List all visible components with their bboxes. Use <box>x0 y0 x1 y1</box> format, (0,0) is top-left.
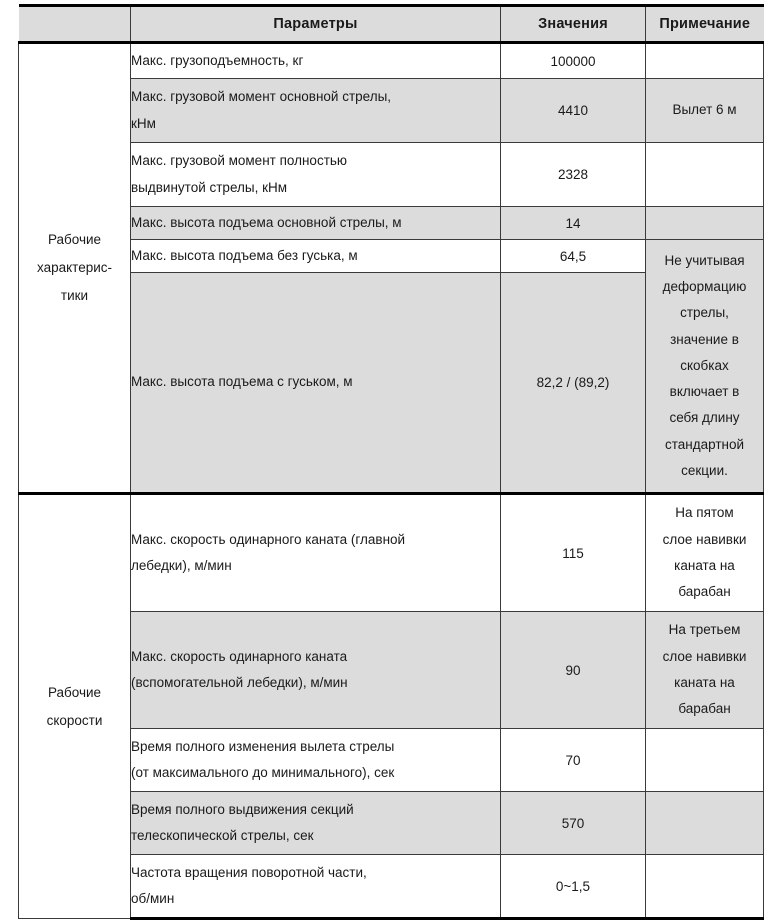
parameter-cell <box>131 79 501 143</box>
note-line: слое навивки <box>662 648 747 664</box>
group-label-line: характерис- <box>36 260 112 276</box>
header-cell-values: Значения <box>501 6 646 43</box>
note-line: каната на <box>674 675 735 690</box>
parameter-cell <box>131 143 501 207</box>
parameter-line: Макс. грузоподъемность, кг <box>131 52 304 68</box>
note-cell <box>646 612 764 729</box>
parameter-line: Макс. грузовой момент основной стрелы, <box>131 89 392 105</box>
parameter-cell <box>131 612 501 729</box>
specifications-table <box>18 4 764 920</box>
value-cell: 2328 <box>501 143 646 207</box>
note-line: барабан <box>678 701 731 717</box>
note-line: деформацию <box>662 278 747 294</box>
group-label-line: скорости <box>46 712 103 728</box>
table-row <box>19 240 764 273</box>
parameter-line: Макс. высота подъема с гуськом, м <box>131 374 353 390</box>
value-cell: 64,5 <box>501 240 646 273</box>
value-cell: 82,2 / (89,2) <box>501 273 646 494</box>
parameter-cell <box>131 240 501 273</box>
note-cell <box>646 855 764 919</box>
note-line: скобках <box>680 357 729 373</box>
value-cell: 90 <box>501 612 646 729</box>
parameter-line: Макс. скорость одинарного каната (главной <box>131 531 406 547</box>
value-cell: 100000 <box>501 43 646 79</box>
table-row <box>19 143 764 207</box>
group-label-working-speeds <box>19 494 131 919</box>
value-cell: 4410 <box>501 79 646 143</box>
note-cell <box>646 792 764 855</box>
header-cell-blank <box>19 6 131 43</box>
note-cell <box>646 494 764 612</box>
parameter-line: кНм <box>131 115 156 131</box>
value-cell: 570 <box>501 792 646 855</box>
parameter-line: Макс. грузовой момент полностью <box>131 153 348 169</box>
parameter-cell <box>131 494 501 612</box>
parameter-cell <box>131 855 501 919</box>
header-cell-note: Примечание <box>646 6 764 43</box>
group-label-line: тики <box>60 287 89 303</box>
parameter-line: Макс. скорость одинарного каната <box>131 648 348 664</box>
note-line: На третьем <box>668 622 741 638</box>
note-line: На пятом <box>675 505 734 521</box>
value-cell: 14 <box>501 207 646 240</box>
parameter-line: лебедки), м/мин <box>131 558 232 573</box>
note-line: барабан <box>678 584 731 600</box>
parameter-line: (от максимального до минимального), сек <box>131 765 395 780</box>
group-label-working-characteristics <box>19 43 131 494</box>
note-cell <box>646 729 764 792</box>
note-line: слое навивки <box>662 531 747 547</box>
parameter-line: Макс. высота подъема основной стрелы, м <box>131 214 402 230</box>
parameter-line: Макс. высота подъема без гуська, м <box>131 247 358 263</box>
note-cell <box>646 207 764 240</box>
parameter-cell <box>131 43 501 79</box>
group-label-line: Рабочие <box>47 232 102 248</box>
table-row <box>19 207 764 240</box>
note-cell <box>646 143 764 207</box>
note-line: секции. <box>681 463 728 479</box>
note-line: стандартной <box>664 436 745 452</box>
note-line: включает в <box>669 384 740 400</box>
parameter-line: Время полного выдвижения секций <box>131 801 354 817</box>
parameter-cell <box>131 729 501 792</box>
group-label-line: Рабочие <box>47 684 102 700</box>
parameter-line: телескопической стрелы, сек <box>131 828 314 843</box>
table-row <box>19 43 764 79</box>
note-line: Вылет 6 м <box>672 102 737 118</box>
header-cell-parameters: Параметры <box>131 6 501 43</box>
parameter-line: об/мин <box>131 891 175 906</box>
note-cell <box>646 79 764 143</box>
note-line: значение в <box>670 331 739 347</box>
note-line: стрелы, <box>680 305 729 321</box>
value-cell: 0~1,5 <box>501 855 646 919</box>
value-cell: 115 <box>501 494 646 612</box>
merged-note-cell-deformation <box>646 240 764 494</box>
parameter-line: (вспомогательной лебедки), м/мин <box>131 675 348 690</box>
table-row <box>19 792 764 855</box>
note-line: каната на <box>674 558 735 573</box>
parameter-line: выдвинутой стрелы, кНм <box>131 179 288 195</box>
parameter-cell <box>131 273 501 494</box>
note-line: Не учитывая <box>664 252 745 268</box>
table-header-row <box>19 6 764 43</box>
parameter-line: Время полного изменения вылета стрелы <box>131 738 395 754</box>
note-cell <box>646 43 764 79</box>
table-body <box>19 6 764 919</box>
note-line: себя длину <box>669 410 740 426</box>
table-row <box>19 612 764 729</box>
parameter-cell <box>131 207 501 240</box>
value-cell: 70 <box>501 729 646 792</box>
parameter-line: Частота вращения поворотной части, <box>131 864 367 880</box>
table-row <box>19 729 764 792</box>
table-row <box>19 855 764 919</box>
table-row <box>19 494 764 612</box>
parameter-cell <box>131 792 501 855</box>
table-row <box>19 79 764 143</box>
